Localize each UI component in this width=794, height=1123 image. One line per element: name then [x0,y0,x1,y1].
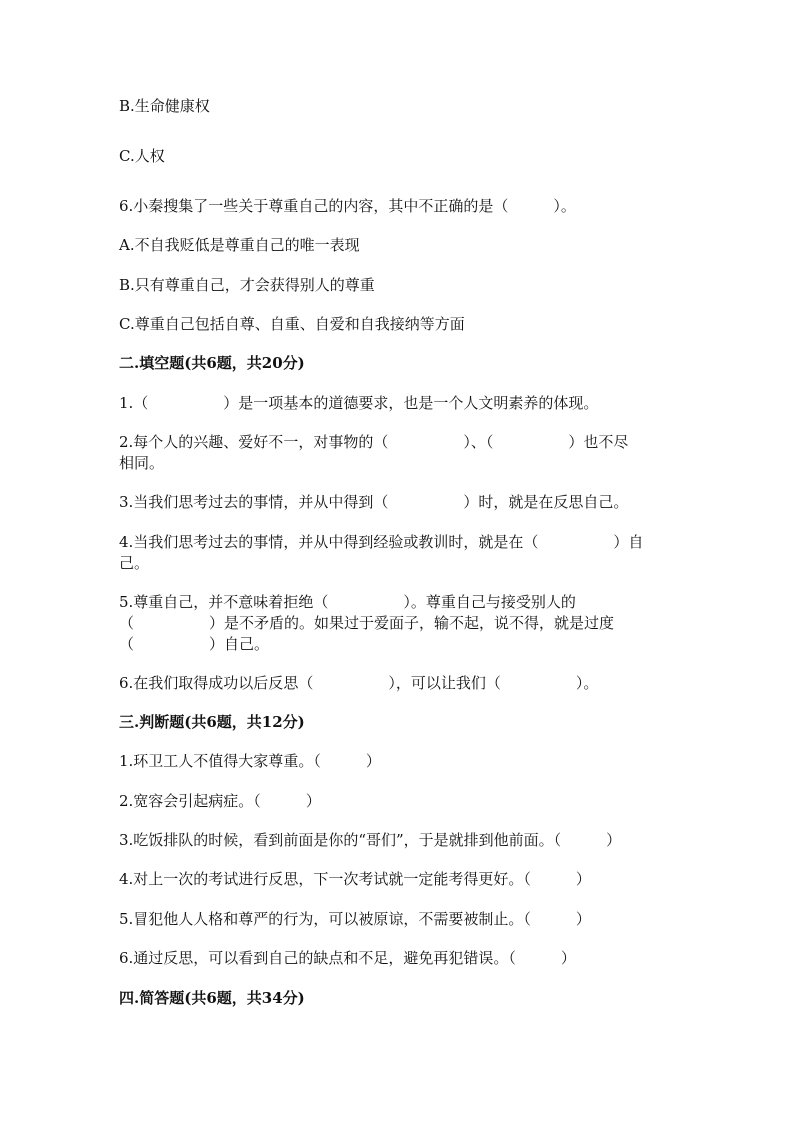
option-c-human-rights: C.人权 [119,147,165,165]
section-heading-true-false: 三.判断题(共6题，共12分) [119,713,305,731]
fill-in-question-5: 5.尊重自己，并不意味着拒绝（ ）。尊重自己与接受别人的 （ ）是不矛盾的。如果过于爱面子，输不起，说不得，就是过度 （ ）自己。 [119,593,615,653]
true-false-question-4: 4.对上一次的考试进行反思，下一次考试就一定能考得更好。（ ） [119,870,591,888]
question-6-option-a: A.不自我贬低是尊重自己的唯一表现 [119,236,360,254]
section-heading-fill-in: 二.填空题(共6题，共20分) [119,354,305,372]
question-6-option-b: B.只有尊重自己，才会获得别人的尊重 [119,276,375,294]
true-false-question-2: 2.宽容会引起病症。（ ） [119,792,321,810]
option-b-right-to-life: B.生命健康权 [119,97,210,115]
true-false-question-1: 1.环卫工人不值得大家尊重。（ ） [119,752,381,770]
fill-in-question-3: 3.当我们思考过去的事情，并从中得到（ ）时，就是在反思自己。 [119,493,629,511]
question-6-stem: 6.小秦搜集了一些关于尊重自己的内容，其中不正确的是（ ）。 [119,197,576,215]
question-6-option-c: C.尊重自己包括自尊、自重、自爱和自我接纳等方面 [119,315,465,333]
true-false-question-6: 6.通过反思，可以看到自己的缺点和不足，避免再犯错误。（ ） [119,949,576,967]
true-false-question-5: 5.冒犯他人人格和尊严的行为，可以被原谅，不需要被制止。（ ） [119,910,591,928]
fill-in-question-4: 4.当我们思考过去的事情，并从中得到经验或教训时，就是在（ ）自 己。 [119,533,644,572]
section-heading-short-answer: 四.简答题(共6题，共34分) [119,989,305,1007]
fill-in-question-2: 2.每个人的兴趣、爱好不一，对事物的（ ）、（ ）也不尽 相同。 [119,433,629,472]
fill-in-question-6: 6.在我们取得成功以后反思（ ），可以让我们（ ）。 [119,674,599,692]
fill-in-question-1: 1.（ ）是一项基本的道德要求，也是一个人文明素养的体现。 [119,394,599,412]
true-false-question-3: 3.吃饭排队的时候，看到前面是你的“哥们”，于是就排到他前面。（ ） [119,831,622,849]
